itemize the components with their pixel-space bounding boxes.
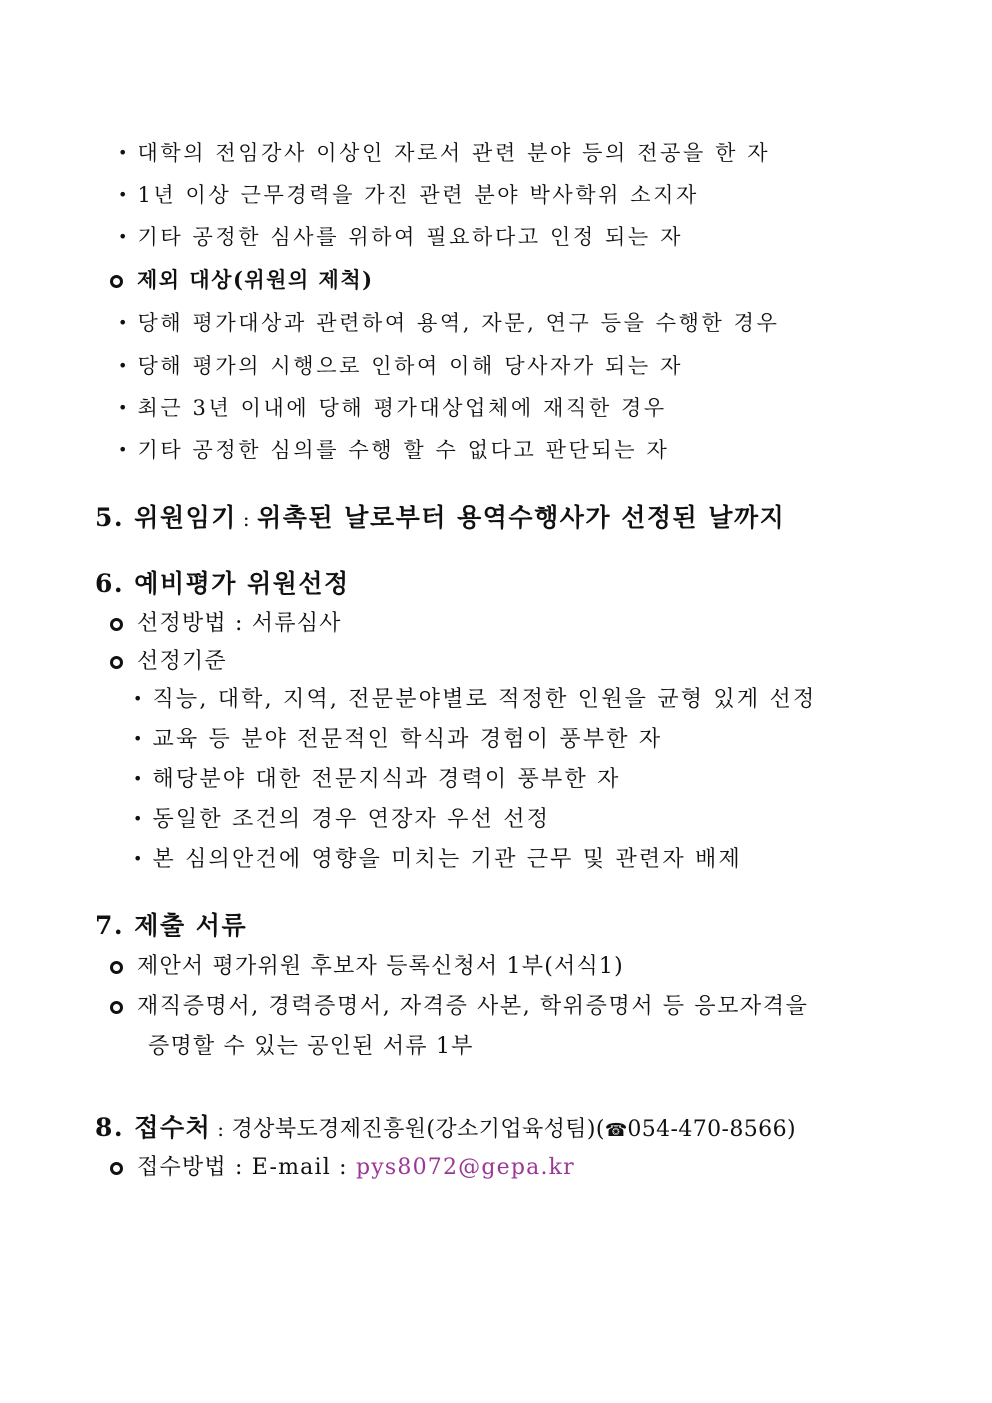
bullet-icon: • — [133, 769, 143, 788]
section-6-heading: 6. 예비평가 위원선정 — [95, 569, 350, 598]
bullet-icon: • — [118, 398, 128, 417]
bullet-icon: • — [133, 729, 143, 748]
circle-bullet-icon — [110, 618, 123, 631]
document-item: 재직증명서, 경력증명서, 자격증 사본, 학위증명서 등 응모자격을 — [110, 996, 809, 1018]
circle-bullet-icon — [110, 1001, 123, 1014]
document-item-continued: 증명할 수 있는 공인된 서류 1부 — [148, 1034, 474, 1059]
submission-method: 접수방법 : E-mail : pys8072@gepa.kr — [110, 1157, 575, 1179]
list-item: • 당해 평가대상과 관련하여 용역, 자문, 연구 등을 수행한 경우 — [118, 311, 780, 335]
phone-icon: ☎ — [604, 1120, 628, 1141]
bullet-icon: • — [133, 849, 143, 868]
selection-method: 선정방법 : 서류심사 — [110, 613, 342, 635]
section-5-heading: 5. 위원임기 : 위촉된 날로부터 용역수행사가 선정된 날까지 — [95, 503, 786, 532]
list-item: • 당해 평가의 시행으로 인하여 이해 당사자가 되는 자 — [118, 354, 683, 378]
section-7-heading: 7. 제출 서류 — [95, 911, 248, 940]
list-item: • 대학의 전임강사 이상인 자로서 관련 분야 등의 전공을 한 자 — [118, 141, 771, 165]
list-item: • 교육 등 분야 전문적인 학식과 경험이 풍부한 자 — [133, 727, 663, 752]
list-item: • 동일한 조건의 경우 연장자 우선 선정 — [133, 807, 551, 832]
circle-bullet-icon — [110, 1162, 123, 1175]
list-item: • 최근 3년 이내에 당해 평가대상업체에 재직한 경우 — [118, 396, 667, 420]
circle-bullet-icon — [110, 961, 123, 974]
bullet-icon: • — [118, 143, 128, 162]
section-8-heading: 8. 접수처 : 경상북도경제진흥원(강소기업육성팀)(☎054-470-8566) — [95, 1113, 796, 1142]
exclusion-heading: 제외 대상(위원의 제척) — [110, 269, 374, 290]
email-link[interactable]: pys8072@gepa.kr — [355, 1155, 575, 1180]
bullet-icon: • — [118, 440, 128, 459]
circle-bullet-icon — [110, 656, 123, 669]
list-item: • 1년 이상 근무경력을 가진 관련 분야 박사학위 소지자 — [118, 183, 699, 207]
document-item: 제안서 평가위원 후보자 등록신청서 1부(서식1) — [110, 956, 624, 978]
list-item: • 본 심의안건에 영향을 미치는 기관 근무 및 관련자 배제 — [133, 847, 742, 872]
bullet-icon: • — [118, 227, 128, 246]
bullet-icon: • — [133, 809, 143, 828]
circle-bullet-icon — [110, 275, 123, 288]
list-item: • 직능, 대학, 지역, 전문분야별로 적정한 인원을 균형 있게 선정 — [133, 687, 817, 712]
list-item: • 해당분야 대한 전문지식과 경력이 풍부한 자 — [133, 767, 621, 792]
list-item: • 기타 공정한 심사를 위하여 필요하다고 인정 되는 자 — [118, 225, 683, 249]
bullet-icon: • — [118, 313, 128, 332]
criteria-heading: 선정기준 — [110, 651, 227, 673]
list-item: • 기타 공정한 심의를 수행 할 수 없다고 판단되는 자 — [118, 438, 670, 462]
bullet-icon: • — [118, 356, 128, 375]
bullet-icon: • — [133, 689, 143, 708]
bullet-icon: • — [118, 185, 128, 204]
